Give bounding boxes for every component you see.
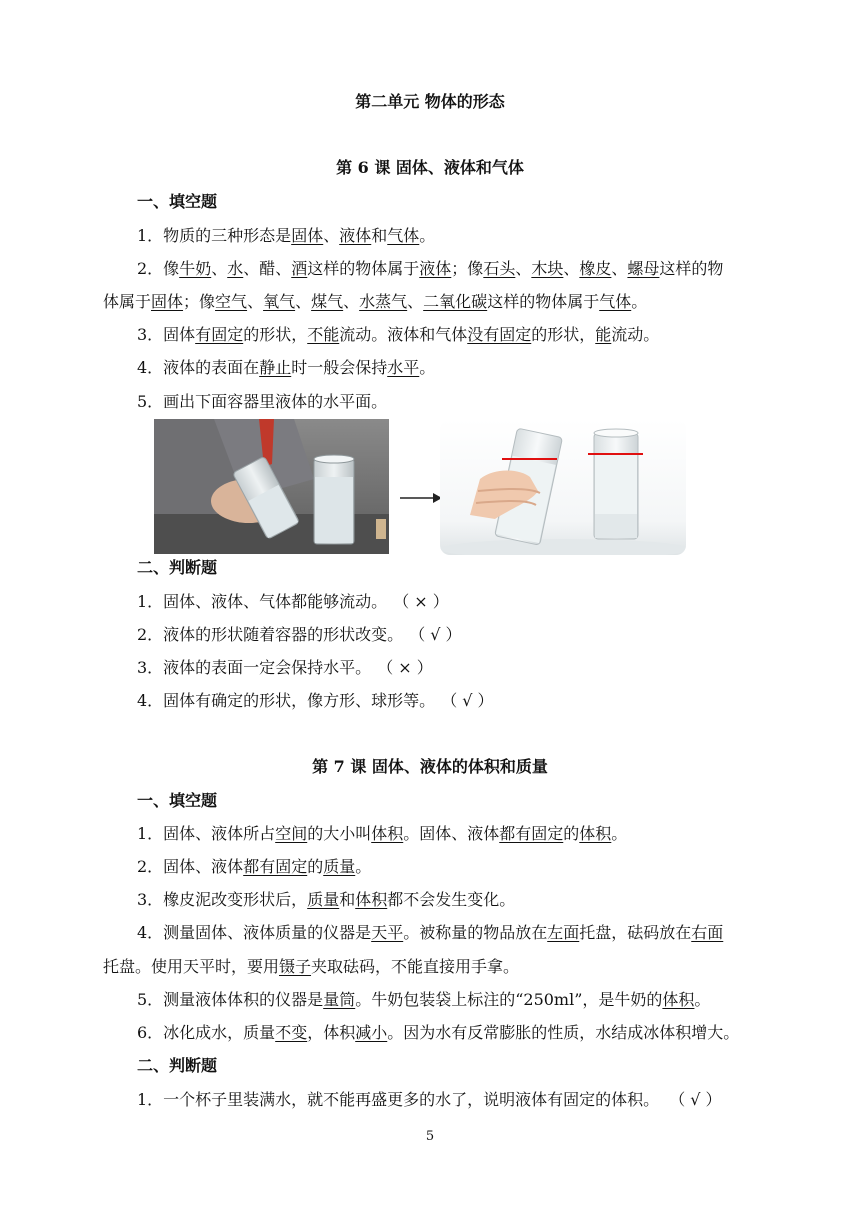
fill-answer: 气体 — [599, 292, 632, 311]
fill-item — [137, 325, 659, 345]
fill-text: 。牛奶包装袋上标注的“250ml”，是牛奶的 — [355, 990, 663, 1009]
fill-text: 夹取砝码，不能直接用手拿。 — [311, 957, 520, 976]
fill-text: 、 — [295, 292, 312, 311]
fill-answer: 空气 — [215, 292, 248, 311]
fill-answer: 天平 — [371, 923, 404, 942]
fill-text: 2．像 — [137, 259, 180, 278]
fill-answer: 体积 — [355, 890, 388, 909]
photo-water-level-answer — [440, 419, 686, 555]
fill-text: 。 — [611, 824, 628, 843]
fill-answer: 量筒 — [323, 990, 356, 1009]
fill-answer: 质量 — [323, 857, 356, 876]
lesson7-fill-heading: 一、填空题 — [137, 791, 218, 810]
lesson6-title: 第 6 课 固体、液体和气体 — [336, 158, 524, 177]
fill-item — [137, 890, 515, 910]
fill-item — [137, 824, 627, 844]
fill-answer: 有固定 — [195, 325, 244, 344]
fill-text: 、 — [247, 292, 264, 311]
fill-text: 3．橡皮泥改变形状后， — [137, 890, 308, 909]
fill-item — [103, 957, 519, 977]
judge-item: 4．固体有确定的形状，像方形、球形等。 （ √ ） — [137, 691, 494, 710]
fill-text: ；像 — [451, 259, 484, 278]
fill-answer: 煤气 — [311, 292, 344, 311]
fill-text: 1．物质的三种形态是 — [137, 226, 292, 245]
lesson7-judge-heading: 二、判断题 — [137, 1056, 218, 1075]
fill-answer: 都有固定 — [499, 824, 564, 843]
fill-text: 5．画出下面容器里液体的水平面。 — [137, 392, 388, 411]
fill-text: 、 — [211, 259, 228, 278]
fill-answer: 酒 — [291, 259, 308, 278]
fill-text: 、醋、 — [243, 259, 292, 278]
judge-answer: （ × ） — [385, 658, 433, 677]
judge-item: 2．液体的形状随着容器的形状改变。 （ √ ） — [137, 625, 462, 644]
fill-answer: 水 — [227, 259, 244, 278]
fill-answer: 空间 — [275, 824, 308, 843]
judge-item: 1．固体、液体、气体都能够流动。 （ × ） — [137, 592, 449, 611]
fill-text: 、 — [323, 226, 340, 245]
fill-answer: 水平 — [387, 358, 420, 377]
fill-item — [137, 857, 371, 877]
fill-answer: 静止 — [259, 358, 292, 377]
fill-answer: 体积 — [579, 824, 612, 843]
fill-text: 的形状， — [531, 325, 596, 344]
fill-answer: 不能 — [307, 325, 340, 344]
judge-item: 1．一个杯子里装满水，就不能再盛更多的水了，说明液体有固定的体积。 （ √ ） — [137, 1090, 722, 1109]
fill-answer: 气体 — [387, 226, 420, 245]
fill-item — [137, 358, 435, 378]
lesson6-judge-heading: 二、判断题 — [137, 558, 218, 577]
fill-answer: 固体 — [291, 226, 324, 245]
fill-answer: 橡皮 — [579, 259, 612, 278]
fill-text: 4．测量固体、液体质量的仪器是 — [137, 923, 372, 942]
fill-answer: 牛奶 — [179, 259, 212, 278]
fill-text: 流动。 — [611, 325, 660, 344]
fill-text: 6．冰化成水，质量 — [137, 1023, 276, 1042]
fill-answer: 氧气 — [263, 292, 296, 311]
fill-item — [137, 990, 710, 1010]
fill-answer: 体积 — [662, 990, 695, 1009]
fill-answer: 不变 — [275, 1023, 308, 1042]
fill-text: 、 — [611, 259, 628, 278]
fill-text: 。 — [419, 358, 436, 377]
fill-answer: 固体 — [151, 292, 184, 311]
fill-text: 的 — [563, 824, 580, 843]
fill-text: 这样的物体属于 — [307, 259, 420, 278]
lesson7-title: 第 7 课 固体、液体的体积和质量 — [312, 757, 548, 776]
fill-item — [103, 292, 647, 312]
judge-answer: （ √ ） — [417, 625, 462, 644]
fill-answer: 减小 — [355, 1023, 388, 1042]
fill-text: 这样的物 — [659, 259, 724, 278]
fill-text: 。 — [419, 226, 436, 245]
judge-answer: （ √ ） — [677, 1090, 722, 1109]
fill-text: 的大小叫 — [307, 824, 372, 843]
fill-text: 都不会发生变化。 — [387, 890, 516, 909]
fill-text: 这样的物体属于 — [487, 292, 600, 311]
fill-answer: 体积 — [371, 824, 404, 843]
fill-answer: 没有固定 — [467, 325, 532, 344]
fill-item — [137, 1023, 739, 1043]
fill-answer: 能 — [595, 325, 612, 344]
fill-text: 。被称量的物品放在 — [403, 923, 548, 942]
fill-answer: 石头 — [483, 259, 516, 278]
fill-text: 5．测量液体体积的仪器是 — [137, 990, 324, 1009]
fill-text: 时一般会保持 — [291, 358, 388, 377]
lesson6-fill-heading: 一、填空题 — [137, 192, 218, 211]
fill-text: 的 — [307, 857, 324, 876]
fill-answer: 都有固定 — [243, 857, 308, 876]
fill-text: 。固体、液体 — [403, 824, 500, 843]
fill-text: 、 — [343, 292, 360, 311]
fill-text: 4．液体的表面在 — [137, 358, 260, 377]
fill-item — [137, 923, 723, 943]
fill-text: ；像 — [183, 292, 216, 311]
fill-answer: 螺母 — [627, 259, 660, 278]
fill-text: 托盘。使用天平时，要用 — [103, 957, 280, 976]
fill-text: 。因为水有反常膨胀的性质，水结成冰体积增大。 — [387, 1023, 740, 1042]
fill-item — [137, 259, 723, 279]
judge-answer: （ × ） — [401, 592, 449, 611]
fill-text: 。 — [694, 990, 711, 1009]
fill-text: 流动。液体和气体 — [339, 325, 468, 344]
page-number: 5 — [425, 1129, 435, 1144]
fill-item — [137, 226, 435, 246]
judge-item: 3．液体的表面一定会保持水平。 （ × ） — [137, 658, 433, 677]
fill-text: 、 — [563, 259, 580, 278]
fill-text: 3．固体 — [137, 325, 196, 344]
fill-text: 。 — [631, 292, 648, 311]
fill-answer: 二氧化碳 — [423, 292, 488, 311]
fill-text: 1．固体、液体所占 — [137, 824, 276, 843]
fill-answer: 右面 — [691, 923, 724, 942]
unit-title: 第二单元 物体的形态 — [355, 92, 505, 111]
fill-answer: 质量 — [307, 890, 340, 909]
judge-answer: （ √ ） — [449, 691, 494, 710]
fill-text: 。 — [355, 857, 372, 876]
fill-text: 托盘，砝码放在 — [579, 923, 692, 942]
fill-text: 和 — [371, 226, 388, 245]
fill-item — [137, 392, 387, 412]
fill-text: ，体积 — [307, 1023, 356, 1042]
fill-answer: 镊子 — [279, 957, 312, 976]
fill-text: 、 — [515, 259, 532, 278]
fill-text: 体属于 — [103, 292, 152, 311]
fill-text: 、 — [407, 292, 424, 311]
fill-text: 的形状， — [243, 325, 308, 344]
fill-text: 2．固体、液体 — [137, 857, 244, 876]
photo-pouring-water — [154, 419, 389, 554]
fill-text: 和 — [339, 890, 356, 909]
fill-answer: 水蒸气 — [359, 292, 408, 311]
fill-answer: 液体 — [339, 226, 372, 245]
fill-answer: 左面 — [547, 923, 580, 942]
fill-answer: 木块 — [531, 259, 564, 278]
arrow-right-icon — [400, 490, 442, 504]
fill-answer: 液体 — [419, 259, 452, 278]
